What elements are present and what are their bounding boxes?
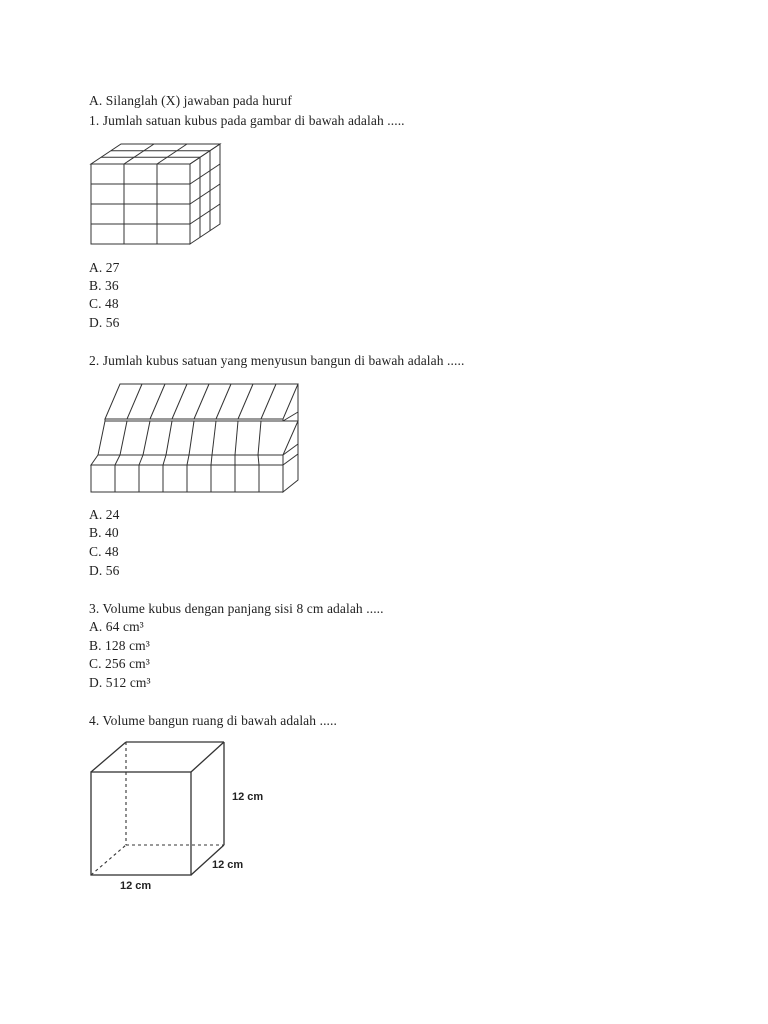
question-1-option-d[interactable]: D. 56 [89,315,120,330]
cube-staircase-figure [88,378,308,498]
question-2-option-b[interactable]: B. 40 [89,525,119,540]
question-3-option-d[interactable]: D. 512 cm³ [89,675,151,690]
section-heading: A. Silanglah (X) jawaban pada huruf [89,93,292,108]
question-3-option-c[interactable]: C. 256 cm³ [89,656,150,671]
width-label: 12 cm [120,880,152,892]
question-2-option-c[interactable]: C. 48 [89,544,119,559]
question-1-option-c[interactable]: C. 48 [89,296,119,311]
height-label: 12 cm [232,791,264,803]
question-4-text: 4. Volume bangun ruang di bawah adalah ..... [89,713,337,728]
question-3-option-a[interactable]: A. 64 cm³ [89,619,144,634]
question-2-text: 2. Jumlah kubus satuan yang menyusun bangun di bawah adalah ..... [89,353,465,368]
question-2-option-a[interactable]: A. 24 [89,507,120,522]
cube-grid-3x3x4-figure [88,140,228,250]
question-1-option-b[interactable]: B. 36 [89,278,119,293]
question-3-option-b[interactable]: B. 128 cm³ [89,638,150,653]
depth-label: 12 cm [212,859,244,871]
question-1-option-a[interactable]: A. 27 [89,260,120,275]
question-2-option-d[interactable]: D. 56 [89,563,120,578]
cube-with-dimensions-figure [86,738,286,898]
question-3-text: 3. Volume kubus dengan panjang sisi 8 cm adalah ..... [89,601,384,616]
question-1-text: 1. Jumlah satuan kubus pada gambar di bawah adalah ..... [89,113,405,128]
